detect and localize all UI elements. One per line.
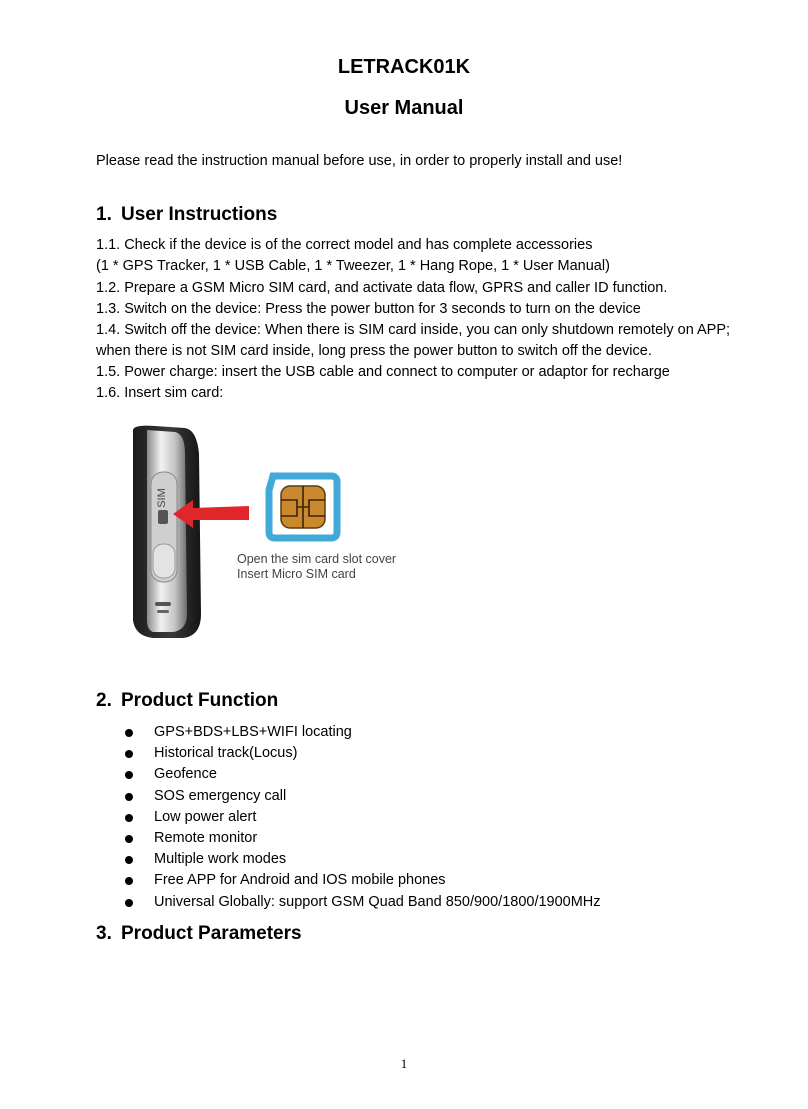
figure-caption: [237, 552, 396, 582]
list-item-text: Remote monitor: [154, 829, 258, 846]
list-item: [122, 807, 601, 828]
list-item: [122, 828, 601, 849]
sim-insert-figure: [125, 424, 405, 644]
bullet-icon: [125, 835, 133, 843]
feature-list: [122, 722, 601, 913]
list-item: [122, 764, 601, 785]
bullet-icon: [125, 729, 133, 737]
bullet-icon: [125, 771, 133, 779]
list-item-text: SOS emergency call: [154, 787, 287, 804]
list-item-text: Free APP for Android and IOS mobile phones: [154, 872, 446, 889]
sim-slot-icon: [158, 510, 168, 524]
list-item: [122, 786, 601, 807]
list-item-text: GPS+BDS+LBS+WIFI locating: [154, 724, 352, 740]
list-item: [122, 849, 601, 870]
section-2-heading: [96, 690, 278, 712]
instruction-line: 1.5. Power charge: insert the USB cable and connect to computer or adaptor for recharge: [96, 364, 670, 380]
bullet-icon: [125, 814, 133, 822]
usb-port-icon: [153, 544, 175, 578]
list-item: [122, 743, 601, 764]
section-1-number: 1.: [96, 204, 112, 225]
bullet-icon: [125, 856, 133, 864]
instruction-line: when there is not SIM card inside, long press the power button to switch off the device.: [96, 343, 652, 359]
page-number: 1: [400, 1056, 408, 1071]
instruction-line: (1 * GPS Tracker, 1 * USB Cable, 1 * Tweezer, 1 * Hang Rope, 1 * User Manual): [96, 258, 610, 274]
instruction-line: 1.2. Prepare a GSM Micro SIM card, and activate data flow, GPRS and caller ID function.: [96, 280, 668, 296]
section-1-heading: [96, 204, 277, 226]
bullet-icon: [125, 750, 133, 758]
instruction-line: 1.6. Insert sim card:: [96, 385, 224, 401]
list-item-text: Multiple work modes: [154, 851, 287, 868]
list-item-text: Geofence: [154, 766, 217, 783]
instruction-line: 1.3. Switch on the device: Press the power button for 3 seconds to turn on the device: [96, 301, 641, 317]
section-3-number: 3.: [96, 923, 112, 944]
list-item-text: Low power alert: [154, 808, 257, 825]
instruction-line: 1.1. Check if the device is of the correct model and has complete accessories: [96, 237, 593, 253]
caption-line: Insert Micro SIM card: [237, 567, 356, 581]
device-illustration: [125, 424, 405, 644]
document-title: LETRACK01K: [337, 56, 471, 78]
document-subtitle: User Manual: [344, 97, 464, 119]
section-2-number: 2.: [96, 690, 112, 711]
sim-slot-label: SIM: [156, 488, 168, 508]
bullet-icon: [125, 877, 133, 885]
list-item-text: Universal Globally: support GSM Quad Band 850/900/1800/1900MHz: [154, 893, 601, 910]
micro-sim-card-icon: [269, 476, 337, 538]
section-2-title: Product Function: [121, 690, 279, 711]
instruction-line: 1.4. Switch off the device: When there is SIM card inside, you can only shutdown remotely on APP;: [96, 322, 731, 338]
list-item: [122, 892, 601, 913]
list-item: [122, 722, 601, 743]
bullet-icon: [125, 793, 133, 801]
list-item-text: Historical track(Locus): [154, 745, 298, 762]
list-item: [122, 870, 601, 891]
intro-text: Please read the instruction manual before use, in order to properly install and use!: [96, 153, 623, 169]
section-3-title: Product Parameters: [121, 923, 302, 944]
caption-line: Open the sim card slot cover: [237, 552, 397, 566]
section-3-heading: [96, 923, 302, 945]
section-1-title: User Instructions: [121, 204, 278, 225]
bullet-icon: [125, 899, 133, 907]
